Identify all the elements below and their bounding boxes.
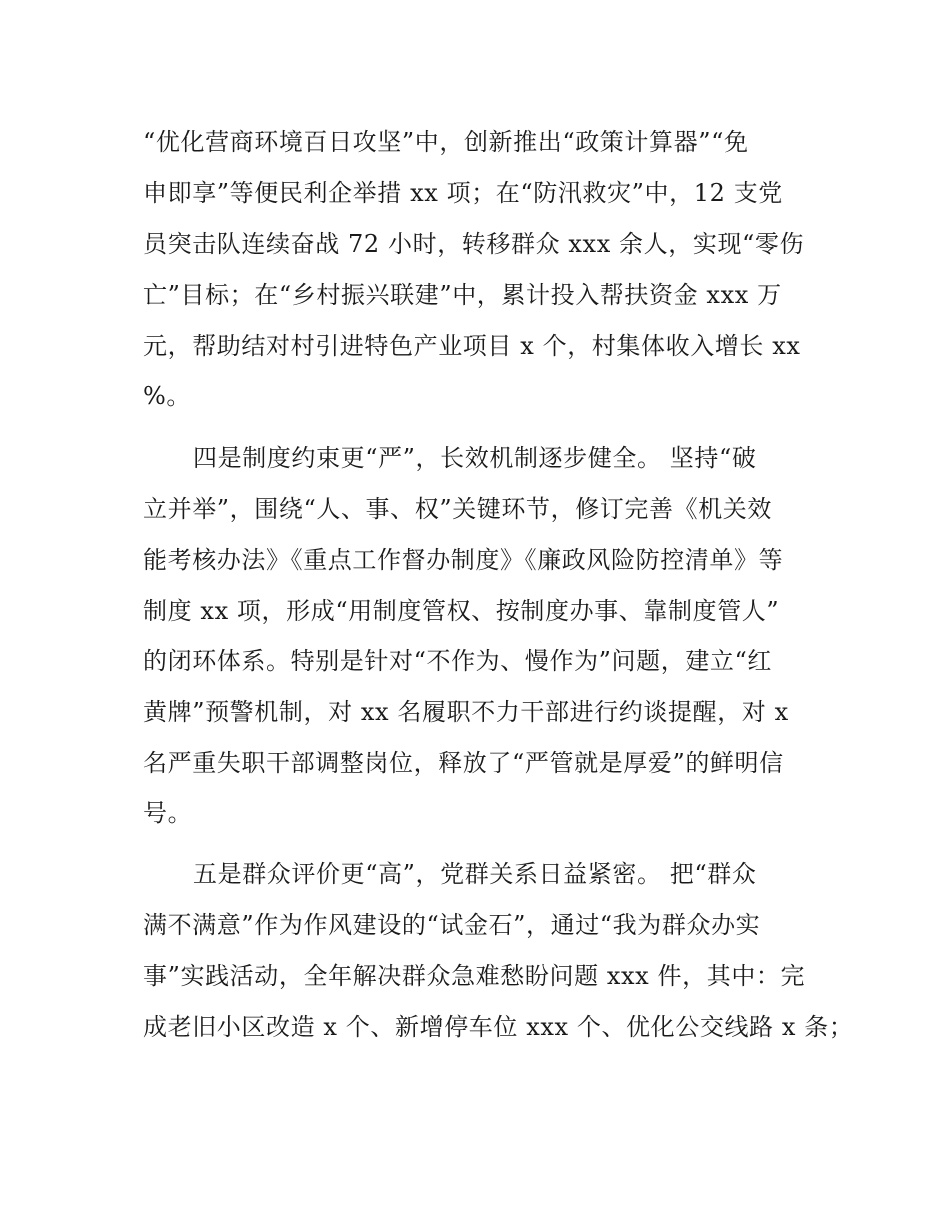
paragraph-2-line-3: 能考核办法》《重点工作督办制度》《廉政风险防控清单》等 [143, 546, 784, 574]
paragraph-3-line-1: 五是群众评价更“高”，党群关系日益紧密。 把“群众 [193, 860, 757, 888]
paragraph-1-line-5: 元，帮助结对村引进特色产业项目 x 个，村集体收入增长 xx [143, 332, 801, 360]
paragraph-1-line-4: 亡”目标；在“乡村振兴联建”中，累计投入帮扶资金 xxx 万 [143, 281, 782, 309]
paragraph-1-line-1: “优化营商环境百日攻坚”中，创新推出“政策计算器”“免 [143, 128, 749, 156]
paragraph-2-line-8: 号。 [143, 799, 193, 827]
paragraph-3-line-2: 满不满意”作为作风建设的“试金石”，通过“我为群众办实 [143, 911, 761, 939]
paragraph-1-line-3: 员突击队连续奋战 72 小时，转移群众 xxx 余人，实现“零伤 [143, 230, 805, 258]
paragraph-2-line-6: 黄牌”预警机制，对 xx 名履职不力干部进行约谈提醒，对 x [143, 698, 789, 726]
paragraph-3-line-4: 成老旧小区改造 x 个、新增停车位 xxx 个、优化公交线路 x 条； [143, 1013, 854, 1041]
paragraph-1-line-2: 申即享”等便民利企举措 xx 项；在“防汛救灾”中，12 支党 [143, 179, 783, 207]
paragraph-2-line-5: 的闭环体系。特别是针对“不作为、慢作为”问题，建立“红 [143, 647, 773, 675]
paragraph-2-line-1: 四是制度约束更“严”，长效机制逐步健全。 坚持“破 [193, 444, 757, 472]
paragraph-2-line-7: 名严重失职干部调整岗位，释放了“严管就是厚爱”的鲜明信 [143, 749, 784, 777]
paragraph-1-line-6: %。 [143, 382, 192, 410]
paragraph-2-line-4: 制度 xx 项，形成“用制度管权、按制度办事、靠制度管人” [143, 597, 780, 625]
paragraph-2-line-2: 立并举”，围绕“人、事、权”关键环节，修订完善《机关效 [143, 495, 773, 523]
paragraph-3-line-3: 事”实践活动，全年解决群众急难愁盼问题 xxx 件，其中：完 [143, 962, 806, 990]
